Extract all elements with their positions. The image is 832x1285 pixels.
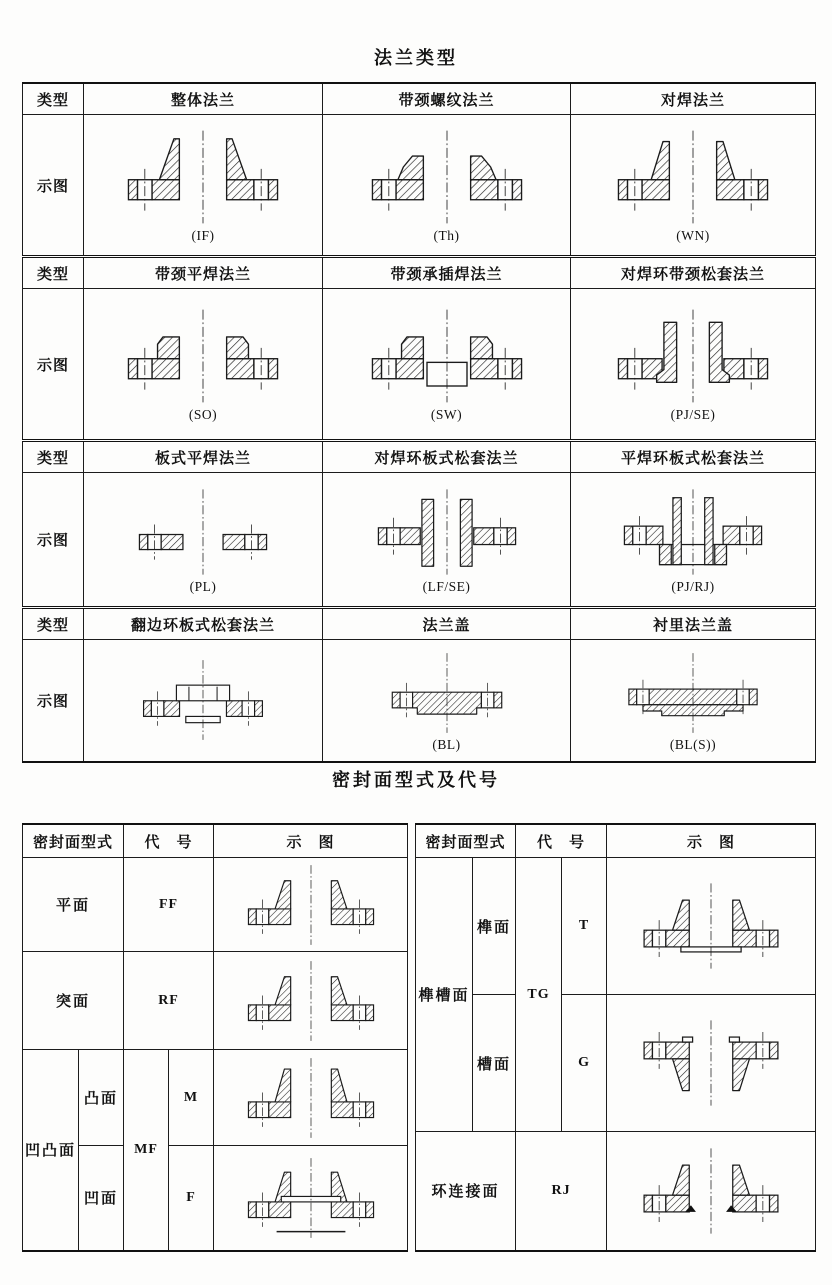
header-code: 代 号 bbox=[124, 824, 214, 858]
diagram-cell-th bbox=[323, 115, 571, 257]
flange-code-so: (SO) bbox=[188, 407, 218, 422]
seal-diagram-m bbox=[220, 1055, 402, 1141]
seal-row-t bbox=[416, 858, 816, 995]
seal-header-row bbox=[416, 824, 816, 858]
diagram-row-4 bbox=[23, 640, 816, 763]
flange-name-pjse: 对焊环带颈松套法兰 bbox=[571, 257, 816, 289]
flange-diagram-pl bbox=[104, 486, 302, 578]
seal-diagram-t bbox=[612, 880, 810, 972]
seal-row-rj bbox=[416, 1132, 816, 1251]
diagram-cell-if bbox=[84, 115, 323, 257]
seal-row-rf bbox=[23, 952, 408, 1050]
face-female: 凹面 bbox=[79, 1146, 124, 1251]
flange-name-fan: 翻边环板式松套法兰 bbox=[84, 608, 323, 640]
diagram-cell-m bbox=[214, 1050, 408, 1146]
flange-code-sw: (SW) bbox=[430, 407, 463, 422]
flange-name-lfse: 对焊环板式松套法兰 bbox=[323, 441, 571, 473]
flange-diagram-pjrj bbox=[594, 486, 792, 578]
type-header-row-3 bbox=[23, 441, 816, 473]
diagram-cell-so bbox=[84, 289, 323, 441]
flange-diagram-lfse bbox=[348, 486, 546, 578]
flange-diagram-pjse bbox=[587, 306, 799, 406]
flange-code-pjrj: (PJ/RJ) bbox=[671, 578, 715, 594]
diagram-cell-pl bbox=[84, 473, 323, 608]
diagram-cell-rj bbox=[607, 1132, 816, 1251]
flange-code-if: (IF) bbox=[191, 228, 215, 243]
diagram-row-3 bbox=[23, 473, 816, 608]
diagram-cell-wn bbox=[571, 115, 816, 257]
header-code: 代 号 bbox=[516, 824, 607, 858]
code-mf: MF bbox=[124, 1050, 169, 1251]
row-label-type: 类型 bbox=[23, 83, 84, 115]
flange-code-wn: (WN) bbox=[676, 228, 710, 243]
flange-type-table bbox=[22, 82, 816, 763]
flange-diagram-th bbox=[341, 127, 553, 227]
face-group-tg: 榫槽面 bbox=[416, 858, 473, 1132]
type-header-row-4 bbox=[23, 608, 816, 640]
face-groove: 槽面 bbox=[473, 995, 516, 1132]
seal-face-table-left bbox=[22, 823, 408, 1252]
flange-code-th: (Th) bbox=[433, 228, 460, 243]
seal-row-ff bbox=[23, 858, 408, 952]
seal-diagram-rj bbox=[612, 1145, 810, 1237]
flange-code-bls: (BL(S)) bbox=[669, 736, 717, 752]
diagram-row-2 bbox=[23, 289, 816, 441]
diagram-cell-pjrj bbox=[571, 473, 816, 608]
flange-code-bl: (BL) bbox=[432, 736, 461, 752]
seal-header-row bbox=[23, 824, 408, 858]
flange-diagram-bl bbox=[344, 650, 550, 736]
diagram-cell-rf bbox=[214, 952, 408, 1050]
flange-code-pl: (PL) bbox=[189, 578, 217, 594]
flange-diagram-so bbox=[97, 306, 309, 406]
face-raised: 突面 bbox=[23, 952, 124, 1050]
diagram-cell-bls bbox=[571, 640, 816, 763]
seal-diagram-ff bbox=[220, 862, 402, 948]
flange-name-pjrj: 平焊环板式松套法兰 bbox=[571, 441, 816, 473]
face-flat: 平面 bbox=[23, 858, 124, 952]
flange-name-bl: 法兰盖 bbox=[323, 608, 571, 640]
header-diagram: 示 图 bbox=[607, 824, 816, 858]
code-f: F bbox=[169, 1146, 214, 1251]
row-label-diagram: 示图 bbox=[23, 115, 84, 257]
type-header-row-2 bbox=[23, 257, 816, 289]
diagram-cell-ff bbox=[214, 858, 408, 952]
seal-face-title: 密封面型式及代号 bbox=[332, 770, 500, 790]
seal-row-m bbox=[23, 1050, 408, 1146]
diagram-cell-lfse bbox=[323, 473, 571, 608]
flange-name-wn: 对焊法兰 bbox=[571, 83, 816, 115]
seal-row-g bbox=[416, 995, 816, 1132]
flange-name-sw: 带颈承插焊法兰 bbox=[323, 257, 571, 289]
flange-diagram-sw bbox=[341, 306, 553, 406]
row-label-type: 类型 bbox=[23, 608, 84, 640]
row-label-diagram: 示图 bbox=[23, 289, 84, 441]
diagram-cell-f bbox=[214, 1146, 408, 1251]
flange-code-pjse: (PJ/SE) bbox=[670, 407, 716, 422]
face-group-mf: 凹凸面 bbox=[23, 1050, 79, 1251]
header-face-type: 密封面型式 bbox=[416, 824, 516, 858]
flange-name-if: 整体法兰 bbox=[84, 83, 323, 115]
flange-name-bls: 衬里法兰盖 bbox=[571, 608, 816, 640]
flange-diagram-bls bbox=[590, 650, 796, 736]
type-header-row-1 bbox=[23, 83, 816, 115]
flange-name-th: 带颈螺纹法兰 bbox=[323, 83, 571, 115]
diagram-cell-g bbox=[607, 995, 816, 1132]
face-tongue: 榫面 bbox=[473, 858, 516, 995]
diagram-cell-pjse bbox=[571, 289, 816, 441]
code-g: G bbox=[562, 995, 607, 1132]
flange-name-so: 带颈平焊法兰 bbox=[84, 257, 323, 289]
flange-types-title: 法兰类型 bbox=[374, 48, 458, 68]
code-m: M bbox=[169, 1050, 214, 1146]
flange-diagram-wn bbox=[587, 127, 799, 227]
diagram-row-1 bbox=[23, 115, 816, 257]
seal-row-f bbox=[23, 1146, 408, 1251]
seal-diagram-f bbox=[220, 1155, 402, 1241]
row-label-diagram: 示图 bbox=[23, 473, 84, 608]
diagram-cell-t bbox=[607, 858, 816, 995]
code-tg: TG bbox=[516, 858, 562, 1132]
code-rf: RF bbox=[124, 952, 214, 1050]
flange-name-pl: 板式平焊法兰 bbox=[84, 441, 323, 473]
row-label-diagram: 示图 bbox=[23, 640, 84, 763]
header-face-type: 密封面型式 bbox=[23, 824, 124, 858]
row-label-type: 类型 bbox=[23, 257, 84, 289]
diagram-cell-sw bbox=[323, 289, 571, 441]
row-label-type: 类型 bbox=[23, 441, 84, 473]
code-t: T bbox=[562, 858, 607, 995]
seal-diagram-rf bbox=[220, 958, 402, 1044]
header-diagram: 示 图 bbox=[214, 824, 408, 858]
flange-code-lfse: (LF/SE) bbox=[422, 578, 471, 594]
face-male: 凸面 bbox=[79, 1050, 124, 1146]
seal-face-table-right bbox=[415, 823, 816, 1252]
code-rj: RJ bbox=[516, 1132, 607, 1251]
diagram-cell-fan bbox=[84, 640, 323, 763]
code-ff: FF bbox=[124, 858, 214, 952]
diagram-cell-bl bbox=[323, 640, 571, 763]
flange-diagram-if bbox=[97, 127, 309, 227]
seal-diagram-g bbox=[612, 1017, 810, 1109]
face-ring-joint: 环连接面 bbox=[416, 1132, 516, 1251]
flange-diagram-lapped-collar bbox=[100, 657, 306, 743]
